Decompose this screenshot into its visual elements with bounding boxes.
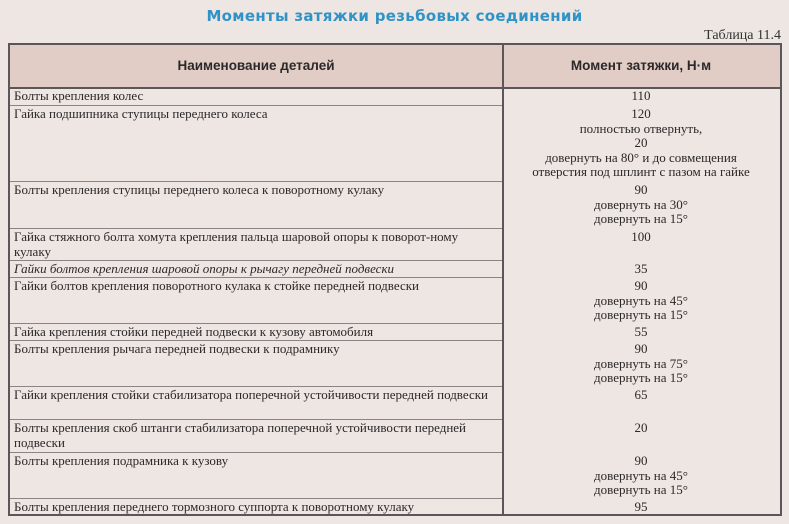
torque-line: довернуть на 15° (594, 211, 688, 226)
torque-line: 110 (631, 88, 651, 103)
torque-line: довернуть на 45° (594, 467, 688, 483)
torque-line: довернуть на 75° (594, 355, 688, 371)
torque-line: довернуть на 45° (594, 292, 688, 308)
table-caption: Таблица 11.4 (704, 28, 781, 43)
header-part-name: Наименование деталей (177, 58, 335, 73)
row-torque (504, 421, 778, 436)
row-part-name: Болты крепления колес (14, 88, 144, 103)
row-part-name: Болты крепления переднего тормозного суппорта к поворотному кулаку (14, 499, 415, 514)
row-torque (504, 279, 778, 323)
row-part-name: Гайки болтов крепления поворотного кулака к стойке передней подвески (14, 278, 419, 293)
torque-line: довернуть на 30° (594, 196, 688, 212)
torque-line: 90 (634, 453, 648, 468)
torque-line: 55 (634, 324, 648, 339)
torque-line: 20 (634, 135, 648, 150)
torque-line: 100 (631, 229, 651, 244)
row-part-name: Гайки болтов крепления шаровой опоры к рычагу передней подвески (14, 261, 395, 276)
torque-line: довернуть на 80° и до совмещения (545, 149, 737, 165)
row-part-name: Гайка стяжного болта хомута крепления пальца шаровой опоры к поворот-ному кулаку (14, 229, 459, 259)
header-torque: Момент затяжки, Н·м (570, 58, 712, 73)
torque-line: довернуть на 15° (594, 307, 688, 322)
torque-line: 90 (634, 341, 648, 356)
torque-line: 120 (631, 106, 651, 121)
torque-line: 90 (634, 182, 648, 197)
row-torque (504, 388, 778, 403)
row-torque (504, 107, 778, 180)
row-part-name: Болты крепления рычага передней подвески к подрамнику (14, 341, 340, 356)
row-part-name: Болты крепления ступицы переднего колеса к поворотному кулаку (14, 182, 385, 197)
torque-line: полностью отвернуть, (579, 120, 703, 136)
row-torque (504, 183, 778, 227)
row-torque (504, 325, 778, 340)
row-torque (504, 230, 778, 245)
page-title: Моменты затяжки резьбовых соединений (206, 7, 583, 25)
row-torque (504, 500, 778, 515)
row-part-name: Гайка крепления стойки передней подвески к кузову автомобиля (14, 324, 374, 339)
torque-line: 35 (634, 261, 648, 276)
row-torque (504, 454, 778, 498)
row-part-name: Гайки крепления стойки стабилизатора поперечной устойчивости передней подвески (14, 387, 489, 402)
torque-line: отверстия под шплинт с пазом на гайке (532, 164, 750, 179)
table-body (10, 89, 780, 514)
row-part-name: Болты крепления скоб штанги стабилизатора поперечной устойчивости передней подвески (14, 420, 467, 450)
torque-line: 20 (634, 420, 648, 435)
torque-line: довернуть на 15° (594, 482, 688, 497)
row-part-name: Гайка подшипника ступицы переднего колеса (14, 106, 268, 121)
torque-line: 65 (634, 387, 648, 402)
torque-line: 90 (634, 278, 648, 293)
row-part-name: Болты крепления подрамника к кузову (14, 453, 229, 468)
row-torque (504, 262, 778, 277)
torque-table (8, 43, 782, 516)
row-torque (504, 89, 778, 104)
row-torque (504, 342, 778, 386)
table-header (10, 45, 780, 89)
torque-line: довернуть на 15° (594, 370, 688, 385)
torque-line: 95 (634, 499, 648, 514)
